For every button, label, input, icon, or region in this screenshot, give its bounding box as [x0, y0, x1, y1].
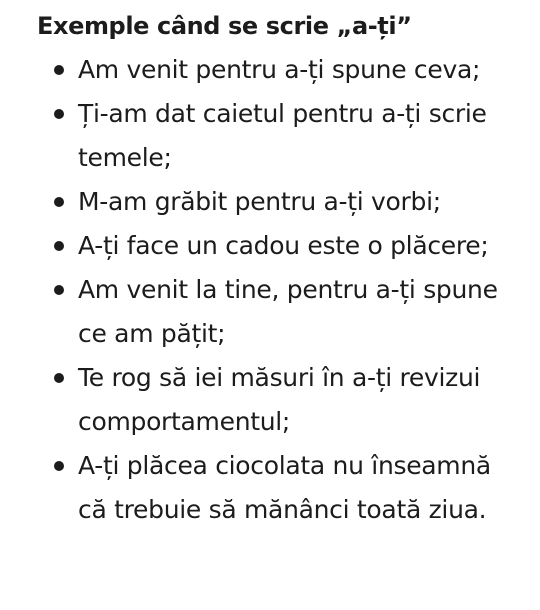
- bullet-icon: [54, 285, 64, 295]
- bullet-icon: [54, 197, 64, 207]
- examples-list: [0, 48, 540, 532]
- example-text: Am venit la tine, pentru a-ți spune ce am pățit;: [78, 275, 498, 348]
- list-item: [0, 92, 540, 180]
- list-item: [0, 180, 540, 224]
- example-text: Am venit pentru a-ți spune ceva;: [78, 55, 481, 84]
- bullet-icon: [54, 241, 64, 251]
- example-text: A-ți face un cadou este o plăcere;: [78, 231, 489, 260]
- section-heading: Exemple când se scrie „a-ți”: [37, 12, 412, 40]
- example-text: Te rog să iei măsuri în a-ți revizui comportamentul;: [78, 363, 481, 436]
- bullet-icon: [54, 109, 64, 119]
- bullet-icon: [54, 373, 64, 383]
- list-item: [0, 356, 540, 444]
- bullet-icon: [54, 65, 64, 75]
- list-item: [0, 224, 540, 268]
- example-text: A-ți plăcea ciocolata nu înseamnă că trebuie să mănânci toată ziua.: [78, 451, 491, 524]
- example-text: M-am grăbit pentru a-ți vorbi;: [78, 187, 441, 216]
- example-text: Ți-am dat caietul pentru a-ți scrie temele;: [78, 99, 487, 172]
- list-item: [0, 444, 540, 532]
- list-item: [0, 48, 540, 92]
- bullet-icon: [54, 461, 64, 471]
- list-item: [0, 268, 540, 356]
